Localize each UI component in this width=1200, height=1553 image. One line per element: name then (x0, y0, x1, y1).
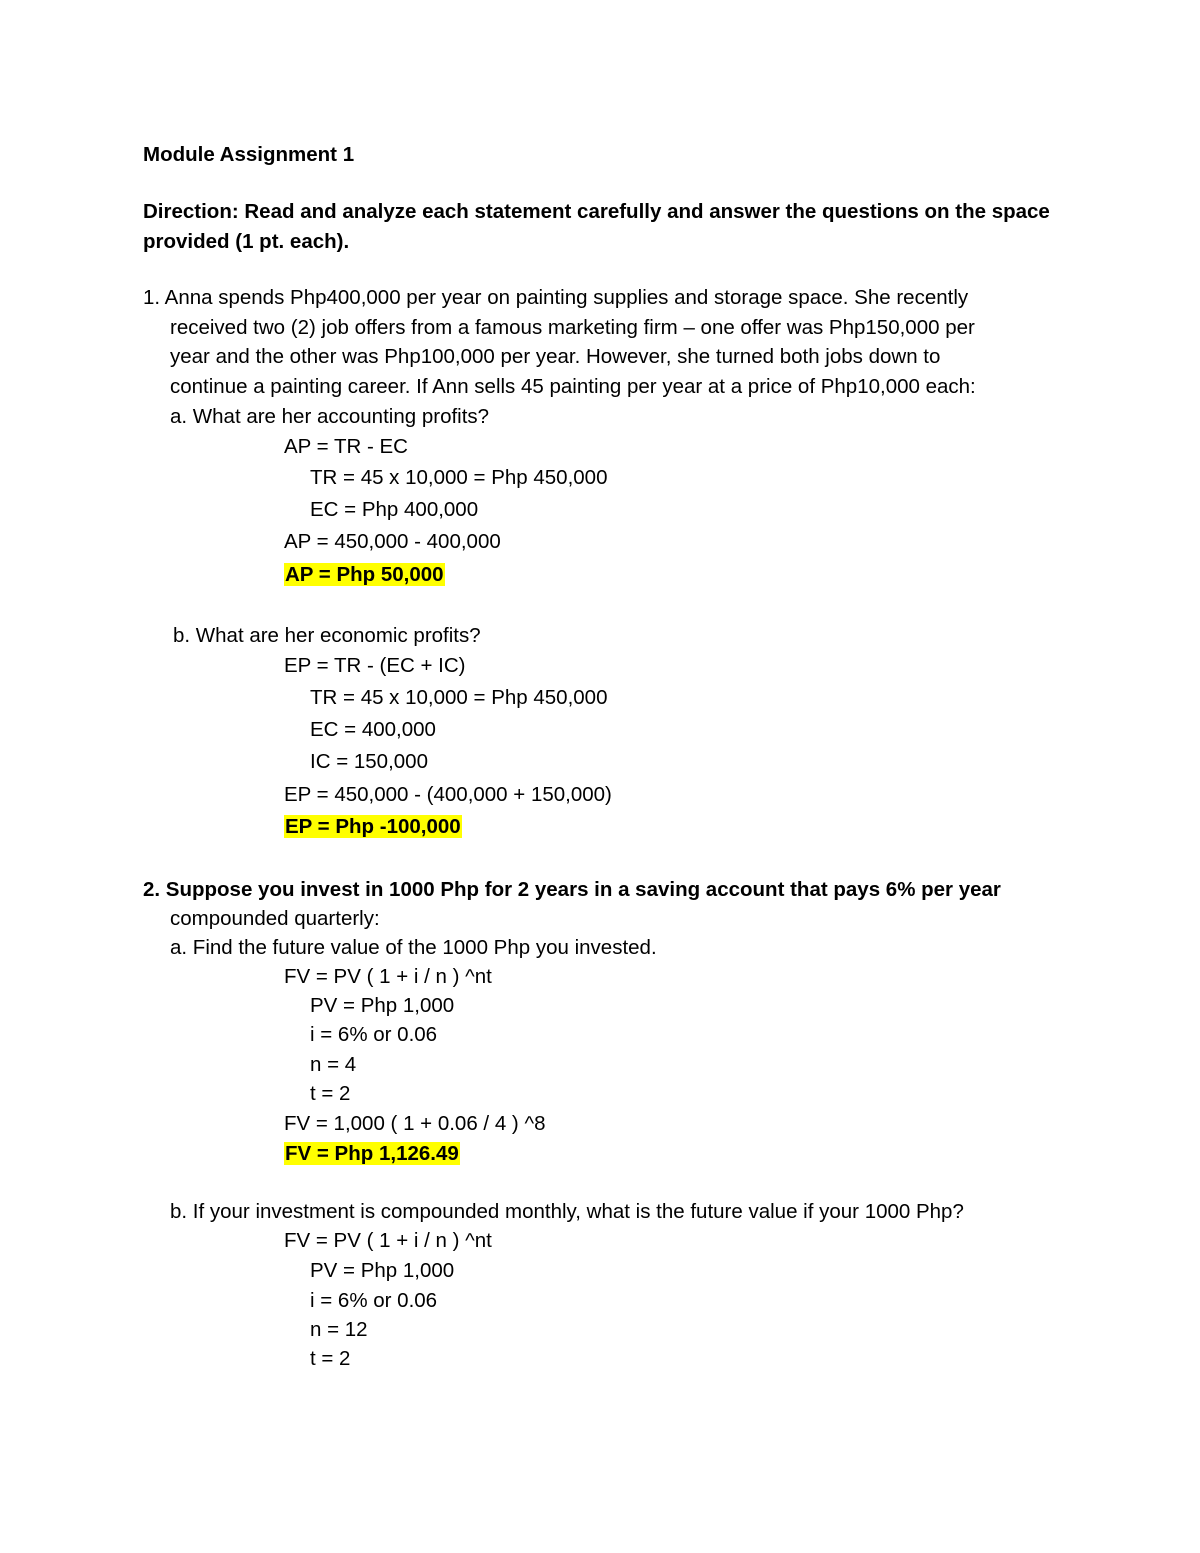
q1b-question: b. What are her economic profits? (173, 624, 481, 647)
q2-line-1: 2. Suppose you invest in 1000 Php for 2 years in a saving account that pays 6% per year (143, 878, 1001, 901)
q2a-answer: FV = Php 1,126.49 (285, 1142, 459, 1165)
q2b-formula: FV = PV ( 1 + i / n ) ^nt (284, 1229, 492, 1252)
q2a-t: t = 2 (310, 1082, 351, 1105)
direction-line-1: Direction: Read and analyze each statement carefully and answer the questions on the space (143, 200, 1050, 223)
q1b-calc: EP = 450,000 - (400,000 + 150,000) (284, 783, 612, 806)
q2-line-2: compounded quarterly: (170, 907, 380, 930)
q2b-t: t = 2 (310, 1347, 351, 1370)
q1b-ec: EC = 400,000 (310, 718, 436, 741)
q2a-formula: FV = PV ( 1 + i / n ) ^nt (284, 965, 492, 988)
q1-line-2: received two (2) job offers from a famous marketing firm – one offer was Php150,000 per (170, 316, 975, 339)
q1b-answer: EP = Php -100,000 (285, 815, 461, 838)
q1b-ic: IC = 150,000 (310, 750, 428, 773)
q1b-tr: TR = 45 x 10,000 = Php 450,000 (310, 686, 608, 709)
q2b-pv: PV = Php 1,000 (310, 1259, 455, 1282)
q2b-question: b. If your investment is compounded monthly, what is the future value if your 1000 Php? (170, 1200, 964, 1223)
q2a-calc: FV = 1,000 ( 1 + 0.06 / 4 ) ^8 (284, 1112, 546, 1135)
q2a-pv: PV = Php 1,000 (310, 994, 455, 1017)
q2a-i: i = 6% or 0.06 (310, 1023, 438, 1046)
q1a-question: a. What are her accounting profits? (170, 405, 490, 428)
q1a-calc: AP = 450,000 - 400,000 (284, 530, 501, 553)
q2a-question: a. Find the future value of the 1000 Php you invested. (170, 936, 657, 959)
q2b-i: i = 6% or 0.06 (310, 1289, 438, 1312)
page-title: Module Assignment 1 (143, 143, 355, 166)
q2a-n: n = 4 (310, 1053, 357, 1076)
q1a-formula: AP = TR - EC (284, 435, 408, 458)
q1-line-3: year and the other was Php100,000 per year. However, she turned both jobs down to (170, 345, 941, 368)
q1a-answer: AP = Php 50,000 (285, 563, 444, 586)
direction-line-2: provided (1 pt. each). (143, 230, 350, 253)
q1b-formula: EP = TR - (EC + IC) (284, 654, 466, 677)
q2b-n: n = 12 (310, 1318, 368, 1341)
q1-line-4: continue a painting career. If Ann sells 45 painting per year at a price of Php10,000 each: (170, 375, 976, 398)
q1a-tr: TR = 45 x 10,000 = Php 450,000 (310, 466, 608, 489)
q1-line-1: 1. Anna spends Php400,000 per year on painting supplies and storage space. She recently (143, 286, 969, 309)
q1a-ec: EC = Php 400,000 (310, 498, 479, 521)
